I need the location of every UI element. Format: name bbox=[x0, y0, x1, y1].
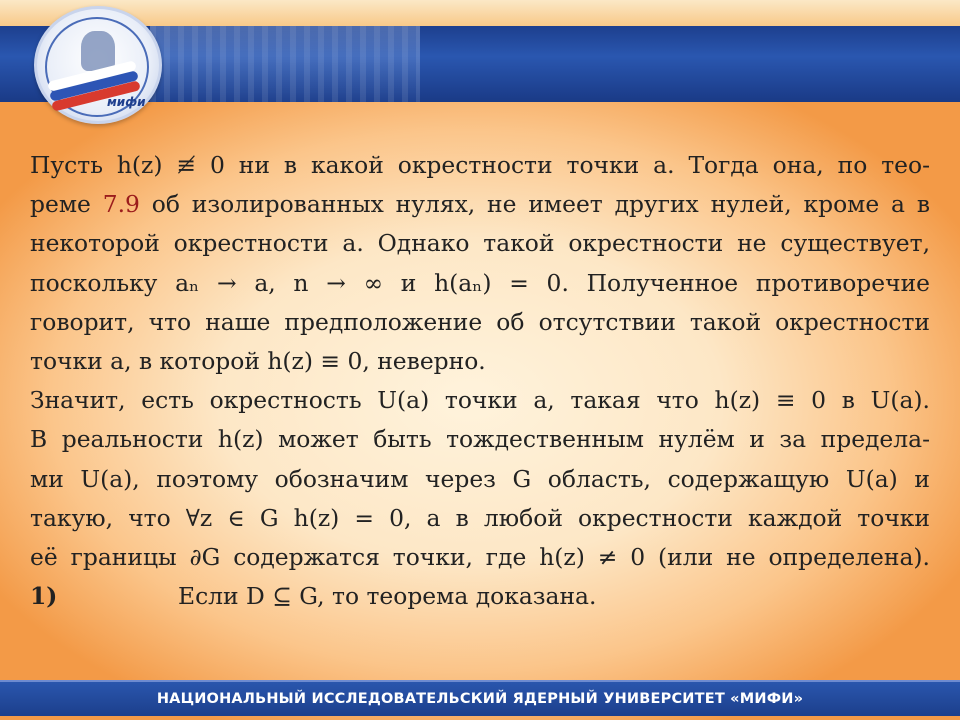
building-photo bbox=[150, 26, 420, 102]
footer-bar bbox=[0, 680, 960, 716]
body-line-6: точки a, в которой h(z) ≡ 0, неверно. bbox=[30, 347, 486, 376]
logo-text: мифи bbox=[107, 95, 146, 109]
slide-body bbox=[30, 146, 930, 616]
body-line-10: такую, что ∀z ∈ G h(z) = 0, а в любой окрестности каждой точки bbox=[30, 503, 930, 532]
logo-figure bbox=[81, 31, 115, 71]
list-item-1-text: Если D ⊆ G, то теорема доказана. bbox=[178, 582, 597, 611]
body-line-8: В реальности h(z) может быть тождественным нулём и за предела- bbox=[30, 425, 930, 454]
list-item-1-number: 1) bbox=[30, 582, 58, 611]
body-line-2-start: реме bbox=[30, 190, 103, 219]
body-line-1: Пусть h(z) ≢ 0 ни в какой окрестности точки a. Тогда она, по тео- bbox=[30, 151, 930, 179]
body-line-4: поскольку aₙ → a, n → ∞ и h(aₙ) = 0. Полученное противоречие bbox=[30, 268, 930, 297]
top-strip bbox=[0, 0, 960, 26]
body-line-2-end: об изолированных нулях, не имеет других нулей, кроме a в bbox=[139, 190, 930, 219]
body-line-3: некоторой окрестности a. Однако такой окрестности не существует, bbox=[30, 229, 930, 258]
body-line-9: ми U(a), поэтому обозначим через G область, содержащую U(a) и bbox=[30, 464, 930, 493]
body-line-2 bbox=[30, 185, 930, 224]
list-item-1 bbox=[30, 577, 930, 616]
theorem-reference-link[interactable]: 7.9 bbox=[102, 190, 140, 219]
footer-text: НАЦИОНАЛЬНЫЙ ИССЛЕДОВАТЕЛЬСКИЙ ЯДЕРНЫЙ УНИВЕРСИТЕТ «МИФИ» bbox=[156, 691, 804, 707]
body-line-7: Значит, есть окрестность U(a) точки a, такая что h(z) ≡ 0 в U(a). bbox=[30, 386, 930, 415]
body-line-5: говорит, что наше предположение об отсутствии такой окрестности bbox=[30, 307, 930, 336]
body-line-11: её границы ∂G содержатся точки, где h(z) ≠ 0 (или не определена). bbox=[30, 543, 930, 572]
mephi-logo-icon bbox=[34, 6, 162, 124]
